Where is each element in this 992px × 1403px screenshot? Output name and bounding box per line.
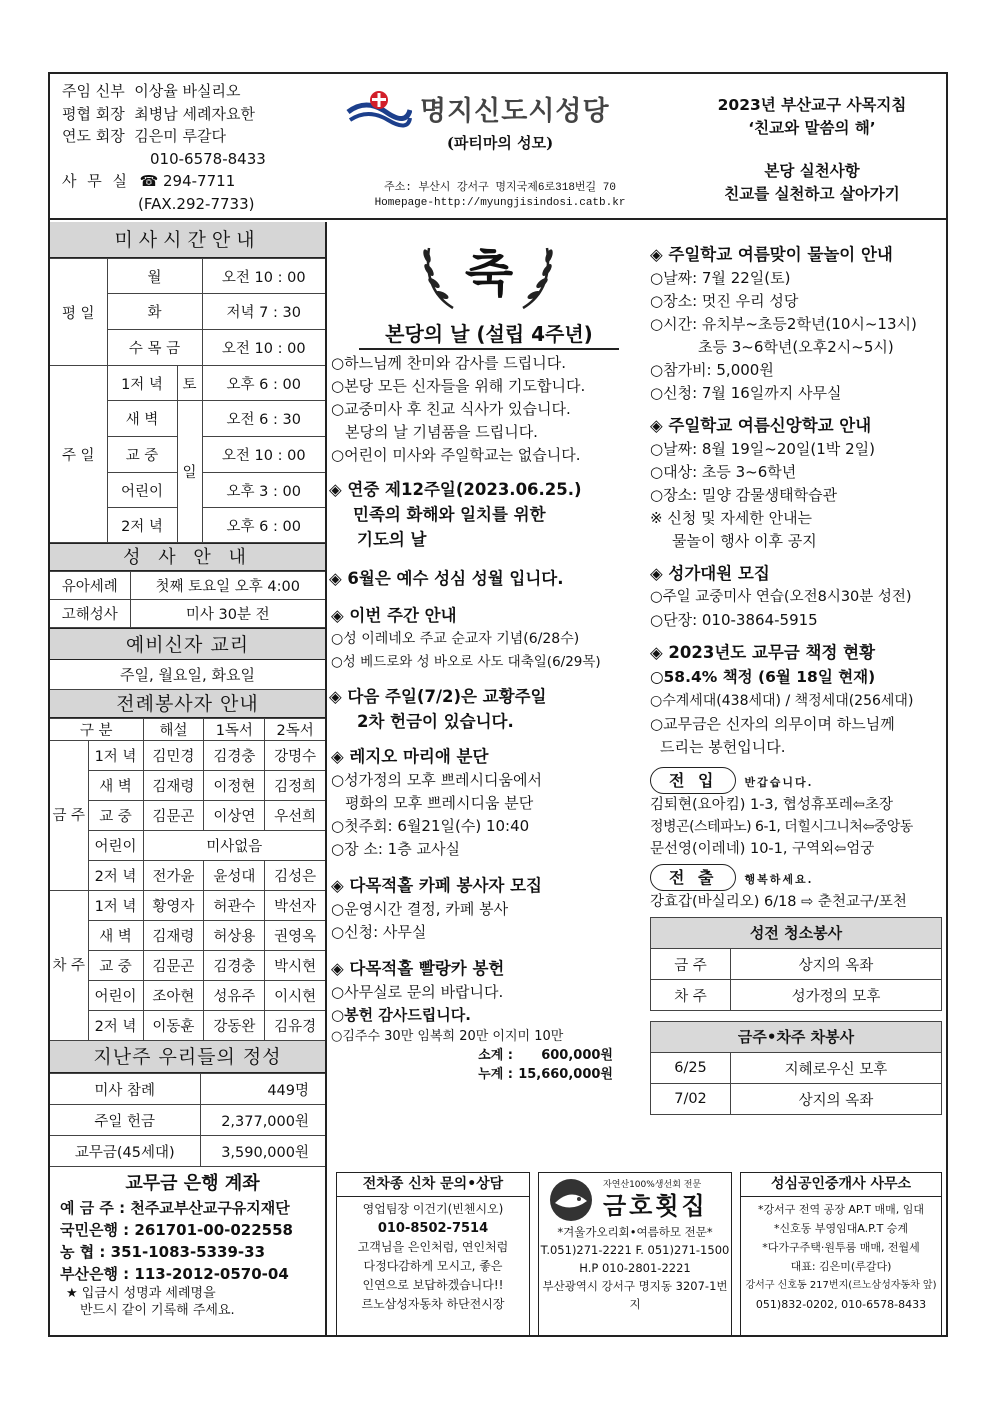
right-column [650, 222, 946, 1338]
catechumen-days: 주일, 월요일, 화요일 [50, 660, 325, 690]
church-logo-icon [346, 88, 412, 128]
ad-realty-office: 성심공인중개사 사무소 *강서구 전역 공장 AP.T 매매, 임대 *신호동 부영임대A.P.T 승계 *다가구주택·원투룸 매매, 전월세 대표: 김은미(루갈다) 강서구 신호동 217번지(르노삼성자동차 앞) 051)832-0202, 010-6578-8433 [740, 1172, 942, 1336]
church-subtitle: (파티마의 성모) [446, 134, 554, 152]
header [50, 74, 946, 220]
cleaning-table: 성전 청소봉사 금 주 상지의 옥좌 차 주 성가정의 모후 [650, 917, 942, 1011]
bulletin-frame [48, 72, 948, 1337]
bank-accounts: 교무금 은행 계좌 예 금 주 : 천주교부산교구유지재단 국민은행 : 261701-00-022558 농 협 : 351-1083-5339-33 부산은행 : 113-2012-0570-04 ★ 입금시 성명과 세례명을 반드시 같이 기록해 주세요. [50, 1167, 325, 1319]
anniversary-list: ○하느님께 찬미와 감사를 드립니다. ○본당 모든 신자들을 위해 기도합니다. ○교중미사 후 친교 식사가 있습니다. 본당의 날 기념품을 드립니다. ○어린이 미사와 주일학교는 없습니다. [331, 354, 586, 464]
offering-title: 지난주 우리들의 정성 [50, 1041, 325, 1073]
choir-notice: ◈ 성가대원 모집 ○주일 교중미사 연습(오전8시30분 성전) ○단장: 010-3864-5915 [650, 564, 912, 629]
homepage-link[interactable]: Homepage-http://myungjisindosi.catb.kr [374, 197, 626, 209]
next-sunday-notice: ◈ 다음 주일(7/2)은 교황주일 2차 헌금이 있습니다. [329, 687, 547, 731]
mass-schedule-table: 평 일 월 오전 10 : 00 화 저녁 7 : 30 수 목 금 오전 10 : 00 주 일 1저 녁 토 오후 6 : 00 새 벽 일 오전 6 : 30 교 중 오전 10 : 00 어린이 오후 3 : 00 2저 녁 오후 6 : 00 [50, 258, 325, 543]
transfer-in: 전 입 반갑습니다. 김퇴현(요아킴) 1-3, 협성휴포레⇦초장 정병곤(스테파노) 6-1, 더힐시그니처⇦중앙동 문선영(이레네) 10-1, 구역외⇦엄궁 [650, 767, 946, 860]
sacrament-table: 유아세례 첫째 토요일 오후 4:00 고해성사 미사 30분 전 [50, 571, 325, 628]
church-address: 주소: 부산시 강서구 명지국제6로318번길 70 [383, 182, 616, 194]
legio-notice: ◈ 레지오 마리애 분단 ○성가정의 모후 쁘레시디움에서 평화의 모후 쁘레시디움 분단 ○첫주회: 6월21일(수) 10:40 ○장 소: 1층 교사실 [331, 747, 542, 858]
water-play-notice: ◈ 주일학교 여름맞이 물놀이 안내 ○날짜: 7월 22일(토) ○장소: 멋진 우리 성당 ○시간: 유치부~초등2학년(10시~13시) 초등 3~6학년(오후2시~5시) ○참가비: 5,000원 ○신청: 7월 16일까지 사무실 [650, 245, 917, 402]
cafe-volunteer-notice: ◈ 다목적홀 카페 봉사자 모집 ○운영시간 결정, 카페 봉사 ○신청: 사무실 [331, 876, 542, 941]
congrats-emblem [329, 222, 649, 320]
fund-status-notice: ◈ 2023년도 교무금 책정 현황 ○58.4% 책정 (6월 18일 현재) ○수계세대(438세대) / 책정세대(256세대) ○교무금은 신자의 의무이며 하느님께 드리는 봉헌입니다. [650, 643, 914, 756]
sacrament-title: 성 사 안 내 [50, 543, 325, 571]
bread-offering-notice: ◈ 다목적홀 빨랑카 봉헌 ○사무실로 문의 바랍니다. ○봉헌 감사드립니다. ○김주수 30만 임복희 20만 이지미 10만 소계 : 600,000원 누계 : 15,660,000원 [331, 959, 613, 1082]
week-notice: ◈ 이번 주간 안내 ○성 이레네오 주교 순교자 기념(6/28수) ○성 베드로와 성 바오로 사도 대축일(6/29목) [331, 606, 601, 670]
catechumen-title: 예비신자 교리 [50, 628, 325, 660]
congrats-glyph: 축 [464, 244, 514, 303]
ad-sashimi-restaurant: 자연산100%생선회 전문 금호횟집 *겨울가오리회•여름하모 전문* T.051)271-2221 F. 051)271-1500 H.P 010-2801-2221 부산광역시 강서구 명지동 3207-1번지 [538, 1172, 732, 1336]
staff-info: 주임 신부 이상율 바실리오 평협 회장 최병남 세례자요한 연도 회장 김은미 루갈다 010-6578-8433 사 무 실 ☎ 294-7711 (FAX.292-7733) [62, 82, 266, 213]
sunday-notice: ◈ 연중 제12주일(2023.06.25.) 민족의 화해와 일치를 위한 기도의 날 [329, 480, 582, 549]
faith-camp-notice: ◈ 주일학교 여름신앙학교 안내 ○날짜: 8월 19일~20일(1박 2일) ○대상: 초등 3~6학년 ○장소: 밀양 감물생태학습관 ※ 신청 및 자세한 안내는 물놀이 행사 이후 공지 [650, 416, 875, 550]
church-identity [320, 74, 680, 220]
bank-title: 교무금 은행 계좌 [125, 1173, 260, 1194]
fish-logo-icon [545, 1177, 597, 1223]
transfer-out: 전 출 행복하세요. 강효갑(바실리오) 6/18 ⇨ 춘천교구/포천 [650, 864, 946, 913]
anniversary-title: 본당의 날 (설립 4주년) [359, 320, 619, 350]
pastoral-guideline: 2023년 부산교구 사목지침 ‘친교와 말씀의 해’ 본당 실천사항 친교를 실천하고 살아가기 [717, 96, 907, 203]
left-column [50, 222, 327, 1335]
center-column [329, 222, 649, 1338]
june-notice: ◈ 6월은 예수 성심 성월 입니다. [329, 569, 564, 588]
servers-table: 구 분 해설 1독서 2독서 금 주 1저 녁 김민경 김경충 강명수 새 벽 김재령 이정현 김정희 교 중 김문곤 이상연 우선희 어린이 미사없음 2저 녁 전가윤 윤성대 김성은 차 주 1저 녁 황영자 허관수 박선자 새 벽 김재령 허상용 권영옥 교 중 김문곤 김경충 박시현 어린이 조아현 성유주 이시현 2저 녁 이동훈 강동완 김유경 [50, 718, 325, 1041]
offering-table: 미사 참례 449명 주일 헌금 2,377,000원 교무금(45세대) 3,590,000원 [50, 1073, 325, 1167]
mass-schedule-title: 미사시간안내 [50, 222, 325, 258]
ad-car-dealer: 전차종 신차 문의•상담 영업팀장 이건기(빈첸시오) 010-8502-7514 고객님을 은인처럼, 연인처럼 다정다감하게 모시고, 좋은 인연으로 보답하겠습니다!! 르노삼성자동차 하단전시장 [336, 1172, 530, 1336]
tea-service-table: 금주•차주 차봉사 6/25 지혜로우신 모후 7/02 상지의 옥좌 [650, 1021, 942, 1115]
servers-title: 전례봉사자 안내 [50, 690, 325, 718]
church-name: 명지신도시성당 [420, 95, 610, 127]
